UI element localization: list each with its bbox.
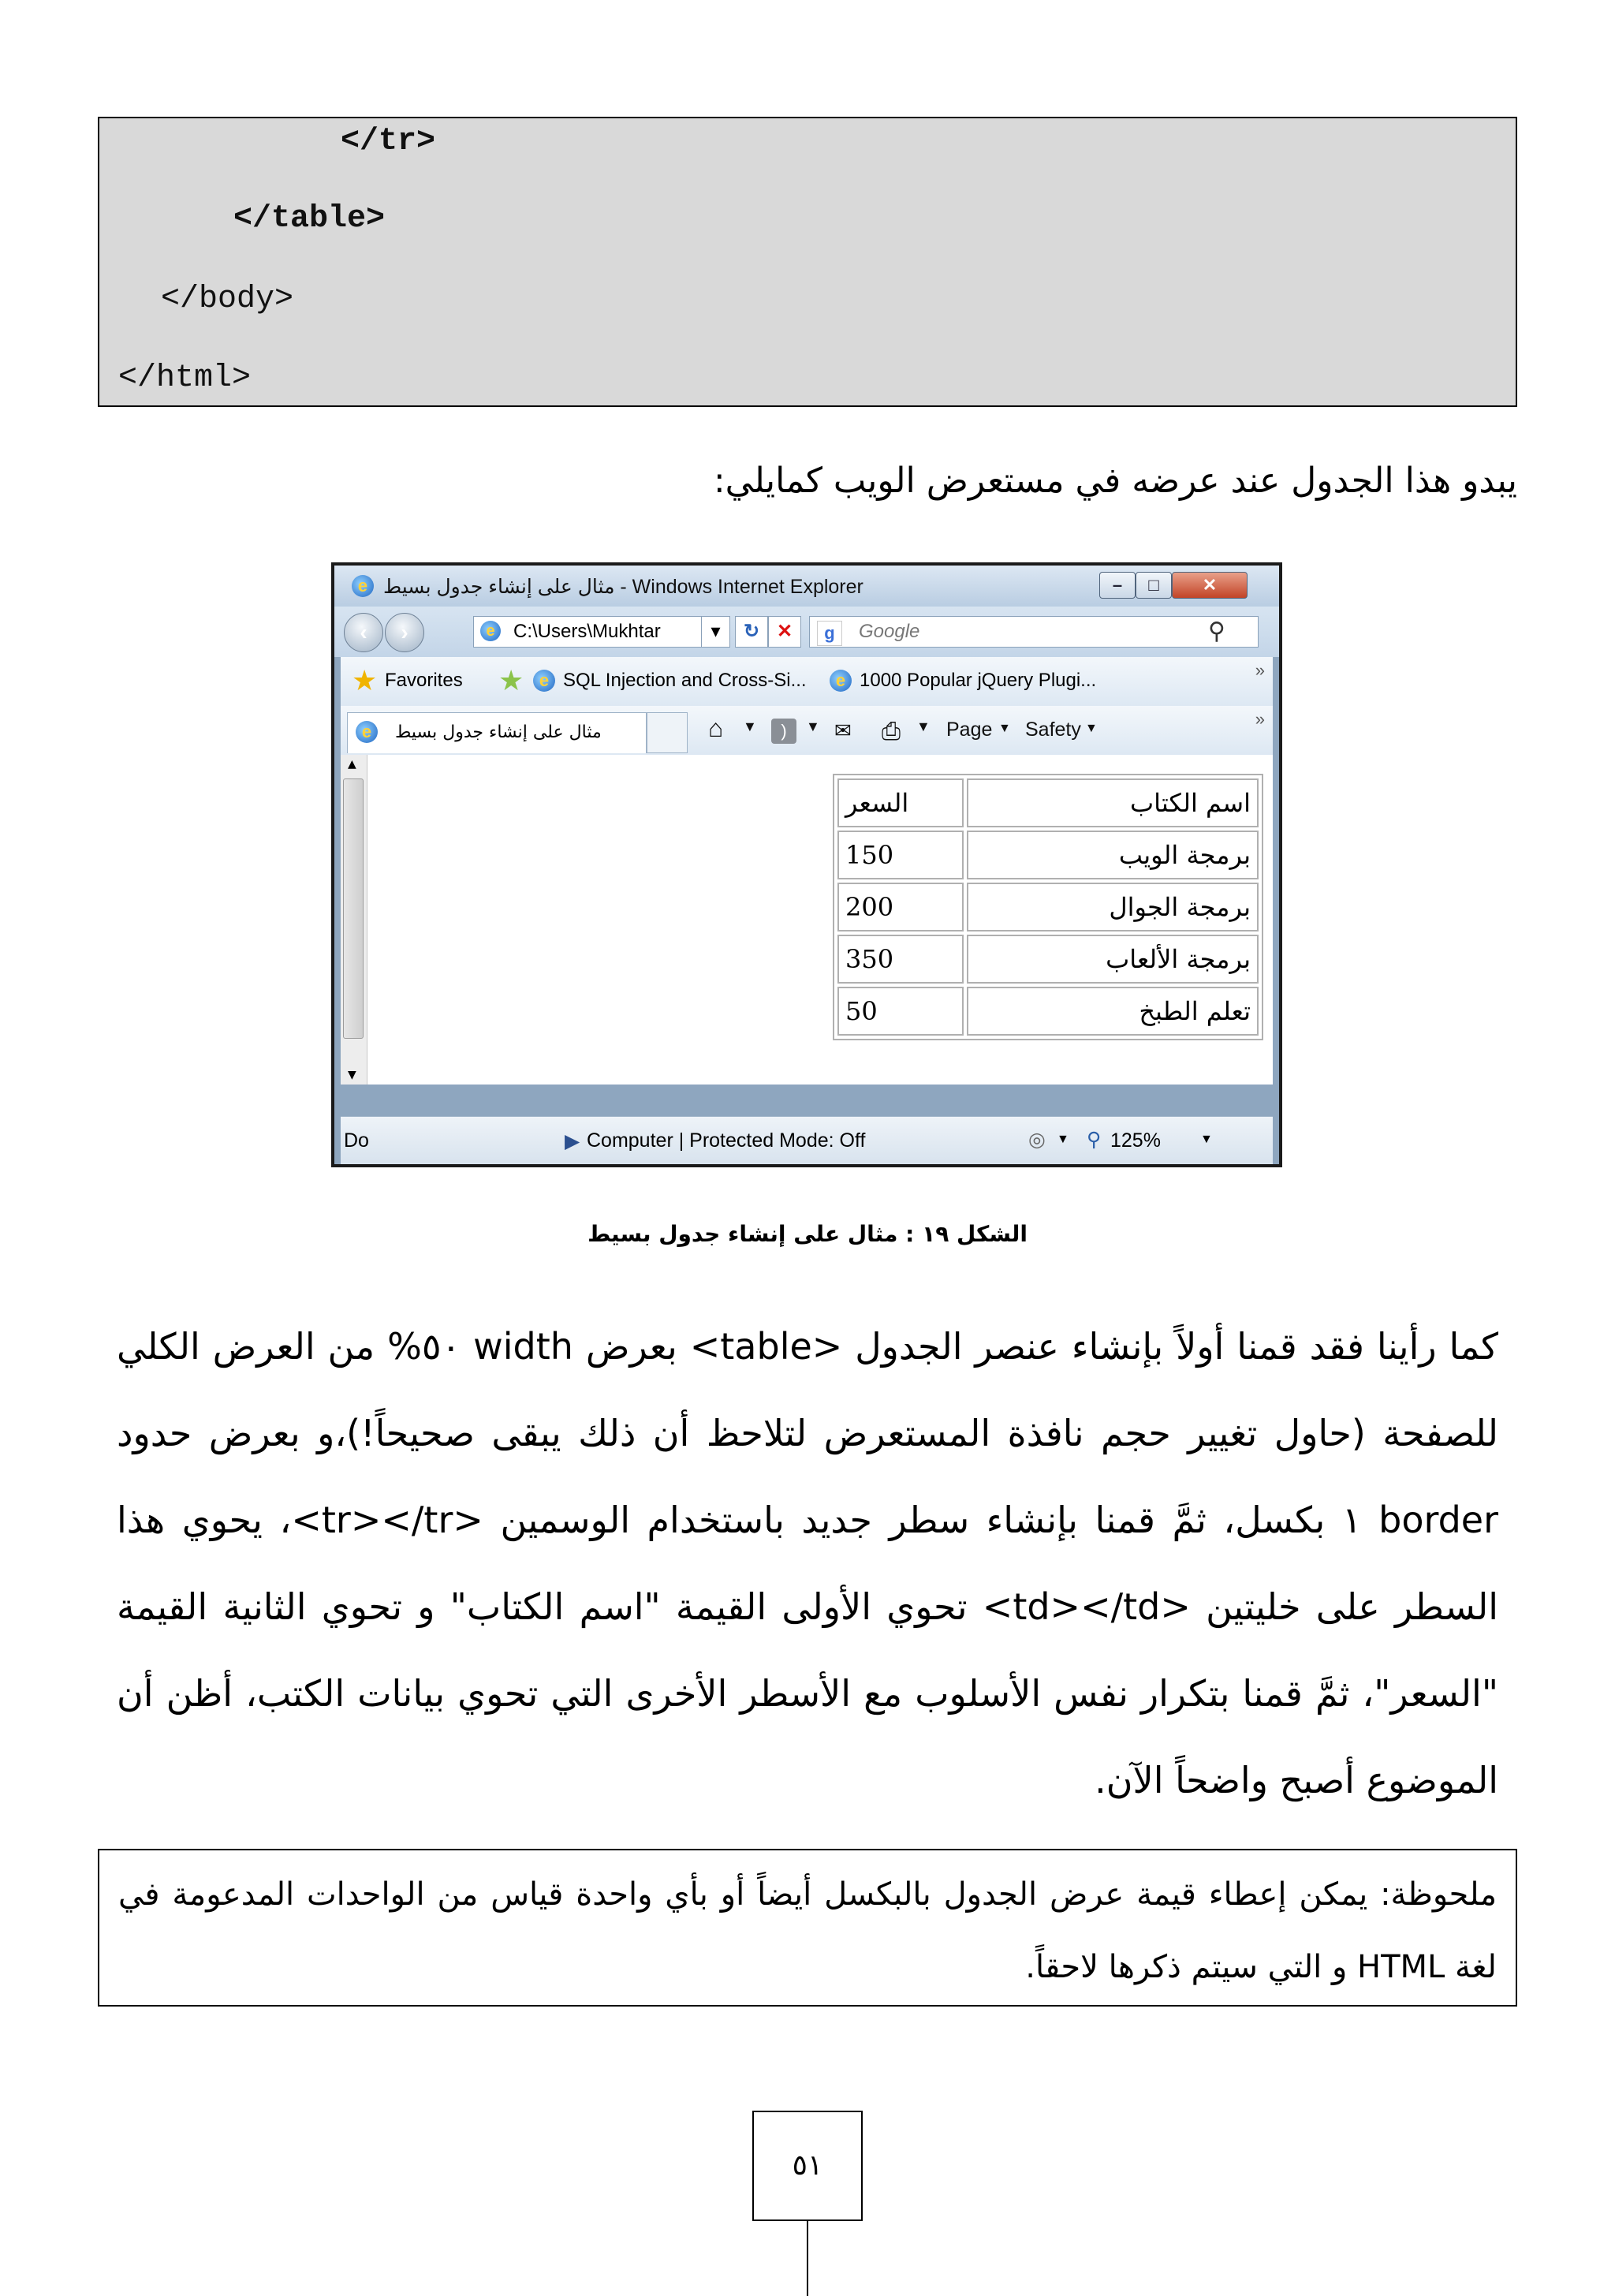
- page-menu-chevron-icon: ▼: [998, 722, 1011, 735]
- page-number-line: [807, 2221, 808, 2296]
- browser-screenshot-figure: [331, 562, 1282, 1167]
- google-logo-icon: g: [817, 621, 842, 646]
- address-field[interactable]: [473, 616, 702, 648]
- table-header-row: [837, 778, 1259, 827]
- favorite-link-2[interactable]: 1000 Popular jQuery Plugi...: [860, 670, 1097, 691]
- window-title-bar: [334, 566, 1279, 607]
- body-paragraph: كما رأينا فقد قمنا أولاً بإنشاء عنصر الجدول <table> بعرض width ٥٠% من العرض الكلي للصفحة (حاول تغيير حجم نافذة المستعرض لتلاحظ أن ذلك يبقى صحيحاً!)،و بعرض حدود border ١ بكسل، ثمَّ قمنا بإنشاء سطر جديد باستخدام الوسمين <tr></tr>، يحوي هذا السطر على خليتين <td></td> تحوي الأولى القيمة "اسم الكتاب" و تحوي الثانية القيمة "السعر"، ثمَّ قمنا بتكرار نفس الأسلوب مع الأسطر الأخرى التي تحوي بيانات الكتب، أظن أن الموضوع أصبح واضحاً الآن.: [117, 1325, 1498, 1801]
- forward-button[interactable]: ›: [385, 613, 424, 652]
- new-tab-button[interactable]: [647, 712, 688, 753]
- code-line-tr-close: </tr>: [341, 124, 436, 159]
- note-text: ملحوظة: يمكن إعطاء قيمة عرض الجدول بالبكسل أيضاً أو بأي واحدة قياس من الواحدات المدعومة في لغة HTML و التي سيتم ذكرها لاحقاً.: [118, 1876, 1497, 1985]
- status-bar: [341, 1116, 1273, 1164]
- close-button[interactable]: ✕: [1172, 572, 1248, 599]
- maximize-button[interactable]: □: [1136, 572, 1172, 599]
- code-line-body-close: </body>: [161, 282, 294, 317]
- book-name: برمجة الجوال: [967, 883, 1259, 931]
- print-icon[interactable]: ⎙: [882, 719, 901, 745]
- intro-text: يبدو هذا الجدول عند عرضه في مستعرض الويب كمايلي:: [713, 461, 1517, 501]
- zone-dropdown-icon[interactable]: ▼: [1057, 1133, 1069, 1146]
- refresh-icon[interactable]: ↻: [735, 616, 768, 648]
- page-number: ٥١: [752, 2111, 863, 2221]
- table-row: [837, 831, 1259, 879]
- minimize-button[interactable]: –: [1099, 572, 1136, 599]
- table-row: [837, 987, 1259, 1036]
- header-price: السعر: [837, 778, 964, 827]
- mail-icon[interactable]: ✉: [834, 719, 852, 742]
- stop-icon[interactable]: ✕: [768, 616, 801, 648]
- book-price: 150: [837, 831, 964, 879]
- tab-command-bar: [341, 706, 1273, 756]
- page-menu[interactable]: Page: [946, 719, 993, 741]
- page-icon: e: [480, 621, 501, 641]
- zone-icon: ▶: [565, 1130, 580, 1152]
- favorite-link-1[interactable]: SQL Injection and Cross-Si...: [563, 670, 807, 691]
- home-dropdown-icon[interactable]: ▼: [743, 719, 757, 734]
- home-icon[interactable]: ⌂: [708, 714, 724, 742]
- add-favorite-icon[interactable]: ★: [498, 664, 524, 696]
- book-name: برمجة الويب: [967, 831, 1259, 879]
- vertical-scrollbar[interactable]: [341, 755, 367, 1085]
- scroll-up-icon[interactable]: ▲: [348, 758, 356, 771]
- tab-title: مثال على إنشاء جدول بسيط: [395, 722, 602, 742]
- tab-active[interactable]: [347, 712, 647, 753]
- address-bar-row: [334, 607, 1279, 657]
- feeds-icon[interactable]: ): [771, 719, 796, 744]
- book-name: تعلم الطبخ: [967, 987, 1259, 1036]
- address-value: C:\Users\Mukhtar: [513, 621, 661, 642]
- book-price: 350: [837, 935, 964, 984]
- zoom-icon: ⚲: [1087, 1129, 1102, 1151]
- window-title: مثال على إنشاء جدول بسيط - Windows Internet Explorer: [383, 576, 863, 598]
- code-line-html-close: </html>: [118, 360, 252, 396]
- favorites-star-icon: ★: [352, 664, 378, 696]
- zoom-level[interactable]: 125%: [1110, 1129, 1161, 1152]
- safety-menu[interactable]: Safety: [1025, 719, 1081, 741]
- favorites-bar: [341, 657, 1273, 707]
- globe-icon[interactable]: ◎: [1028, 1129, 1046, 1151]
- scrollbar-thumb[interactable]: [343, 778, 364, 1039]
- back-button[interactable]: ‹: [344, 613, 383, 652]
- book-name: برمجة الألعاب: [967, 935, 1259, 984]
- favorite-1-icon: e: [533, 670, 555, 692]
- status-text: Do: [344, 1129, 369, 1152]
- books-table: [833, 774, 1263, 1040]
- book-price: 200: [837, 883, 964, 931]
- security-zone: Computer | Protected Mode: Off: [587, 1129, 866, 1152]
- search-input[interactable]: [809, 616, 1259, 648]
- scroll-down-icon[interactable]: ▼: [348, 1069, 356, 1081]
- search-icon[interactable]: ⚲: [1208, 618, 1225, 645]
- table-row: [837, 935, 1259, 984]
- figure-caption: الشكل ١٩ : مثال على إنشاء جدول بسيط: [587, 1221, 1028, 1247]
- feeds-dropdown-icon[interactable]: ▼: [806, 719, 820, 734]
- favorite-2-icon: e: [830, 670, 852, 692]
- chevron-more-commands-icon[interactable]: »: [1255, 709, 1265, 729]
- chevron-more-icon[interactable]: »: [1255, 660, 1265, 680]
- note-box: [98, 1849, 1517, 2007]
- code-line-table-close: </table>: [233, 201, 386, 237]
- header-book-name: اسم الكتاب: [967, 778, 1259, 827]
- safety-menu-chevron-icon: ▼: [1085, 722, 1098, 735]
- page-viewport: [341, 755, 1273, 1085]
- search-placeholder: Google: [859, 621, 920, 642]
- zoom-dropdown-icon[interactable]: ▼: [1200, 1133, 1213, 1146]
- print-dropdown-icon[interactable]: ▼: [916, 719, 931, 734]
- table-row: [837, 883, 1259, 931]
- address-dropdown-icon[interactable]: ▾: [702, 616, 730, 648]
- code-block: [98, 117, 1517, 407]
- book-price: 50: [837, 987, 964, 1036]
- ie-logo-icon: e: [352, 575, 374, 597]
- favorites-button[interactable]: Favorites: [385, 670, 463, 691]
- tab-page-icon: e: [356, 721, 378, 743]
